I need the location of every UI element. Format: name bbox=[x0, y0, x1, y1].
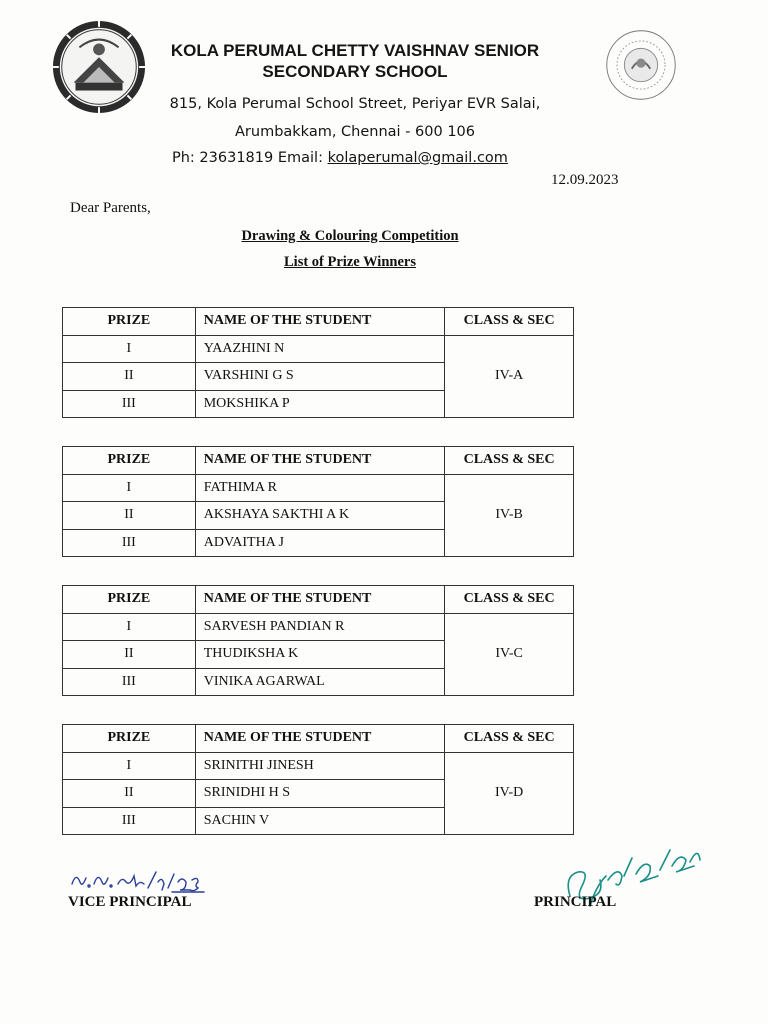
column-header-class: CLASS & SEC bbox=[445, 586, 574, 614]
winners-table-iv-a bbox=[62, 307, 574, 418]
column-header-name: NAME OF THE STUDENT bbox=[195, 725, 444, 753]
student-name-cell: MOKSHIKA P bbox=[195, 390, 445, 418]
prize-cell: I bbox=[63, 613, 196, 641]
student-name-cell: ADVAITHA J bbox=[195, 529, 445, 557]
anniversary-seal-icon bbox=[604, 28, 678, 102]
prize-cell: III bbox=[63, 807, 196, 835]
table-header-row bbox=[63, 447, 574, 475]
column-header-prize: PRIZE bbox=[63, 725, 196, 753]
prize-cell: I bbox=[63, 474, 196, 502]
prize-cell: III bbox=[63, 390, 196, 418]
student-name-cell: SACHIN V bbox=[195, 807, 444, 835]
table-row bbox=[63, 752, 574, 780]
letter-subtitle: List of Prize Winners bbox=[284, 254, 416, 270]
class-sec-cell: IV-D bbox=[445, 752, 574, 835]
vice-principal-label: VICE PRINCIPAL bbox=[68, 894, 192, 910]
class-sec-cell: IV-B bbox=[445, 474, 574, 557]
email-link[interactable]: kolaperumal@gmail.com bbox=[327, 150, 508, 166]
student-name-cell: SRINIDHI H S bbox=[195, 780, 444, 808]
column-header-name: NAME OF THE STUDENT bbox=[195, 308, 445, 336]
student-name-cell: YAAZHINI N bbox=[195, 335, 445, 363]
prize-cell: III bbox=[63, 529, 196, 557]
vice-principal-signature-icon bbox=[64, 862, 224, 898]
column-header-prize: PRIZE bbox=[63, 447, 196, 475]
contact-line bbox=[172, 150, 508, 166]
prize-cell: II bbox=[63, 502, 196, 530]
table-row bbox=[63, 613, 574, 641]
school-name-line2: SECONDARY SCHOOL bbox=[262, 62, 448, 81]
principal-label: PRINCIPAL bbox=[534, 894, 617, 910]
student-name-cell: THUDIKSHA K bbox=[195, 641, 445, 669]
winners-table-iv-d bbox=[62, 724, 574, 835]
letter-date: 12.09.2023 bbox=[551, 172, 619, 188]
table-header-row bbox=[63, 586, 574, 614]
winners-table-iv-b bbox=[62, 446, 574, 557]
school-emblem-icon bbox=[50, 18, 148, 116]
address-line2: Arumbakkam, Chennai - 600 106 bbox=[235, 124, 475, 140]
class-sec-cell: IV-A bbox=[445, 335, 574, 418]
letter-title: Drawing & Colouring Competition bbox=[241, 228, 459, 244]
column-header-name: NAME OF THE STUDENT bbox=[195, 447, 445, 475]
prize-cell: III bbox=[63, 668, 196, 696]
student-name-cell: AKSHAYA SAKTHI A K bbox=[195, 502, 445, 530]
table-row bbox=[63, 335, 574, 363]
column-header-prize: PRIZE bbox=[63, 586, 196, 614]
prize-cell: I bbox=[63, 752, 196, 780]
salutation: Dear Parents, bbox=[70, 200, 151, 216]
table-header-row bbox=[63, 725, 574, 753]
column-header-class: CLASS & SEC bbox=[445, 308, 574, 336]
prize-cell: II bbox=[63, 363, 196, 391]
student-name-cell: SARVESH PANDIAN R bbox=[195, 613, 445, 641]
address-line1: 815, Kola Perumal School Street, Periyar EVR Salai, bbox=[169, 96, 541, 112]
column-header-class: CLASS & SEC bbox=[445, 447, 574, 475]
column-header-name: NAME OF THE STUDENT bbox=[195, 586, 445, 614]
student-name-cell: FATHIMA R bbox=[195, 474, 445, 502]
table-row bbox=[63, 474, 574, 502]
prize-cell: I bbox=[63, 335, 196, 363]
column-header-prize: PRIZE bbox=[63, 308, 196, 336]
student-name-cell: SRINITHI JINESH bbox=[195, 752, 444, 780]
school-name bbox=[150, 40, 560, 82]
school-name-line1: KOLA PERUMAL CHETTY VAISHNAV SENIOR bbox=[170, 41, 540, 60]
student-name-cell: VINIKA AGARWAL bbox=[195, 668, 445, 696]
table-header-row bbox=[63, 308, 574, 336]
prize-cell: II bbox=[63, 780, 196, 808]
phone-text: Ph: 23631819 Email: bbox=[172, 150, 328, 166]
class-sec-cell: IV-C bbox=[445, 613, 574, 696]
column-header-class: CLASS & SEC bbox=[445, 725, 574, 753]
student-name-cell: VARSHINI G S bbox=[195, 363, 445, 391]
prize-cell: II bbox=[63, 641, 196, 669]
winners-table-iv-c bbox=[62, 585, 574, 696]
